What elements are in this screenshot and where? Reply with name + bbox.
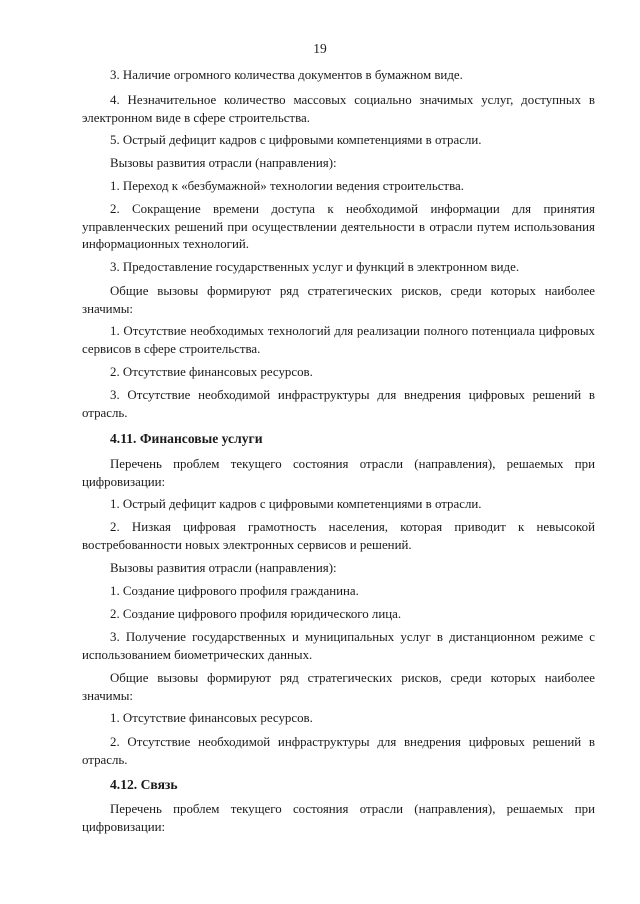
paragraph: 2. Создание цифрового профиля юридического лица.	[110, 607, 402, 621]
paragraph: 1. Отсутствие финансовых ресурсов.	[110, 711, 313, 725]
paragraph: Вызовы развития отрасли (направления):	[110, 561, 337, 575]
paragraph: Общие вызовы формируют ряд стратегических рисков, среди которых наиболее значимы:	[82, 284, 595, 316]
paragraph: 1. Переход к «безбумажной» технологии ведения строительства.	[110, 179, 464, 193]
section-heading: 4.11. Финансовые услуги	[110, 431, 263, 446]
paragraph: Вызовы развития отрасли (направления):	[110, 156, 337, 170]
paragraph: 2. Сокращение времени доступа к необходимой информации для принятия управленческих решений при осуществлении деятельности в отрасли путем использования информационных технологий.	[82, 202, 595, 251]
paragraph: 1. Отсутствие необходимых технологий для реализации полного потенциала цифровых сервисов в сфере строительства.	[82, 324, 595, 356]
paragraph: 4. Незначительное количество массовых социально значимых услуг, доступных в электронном виде в сфере строительства.	[82, 93, 595, 125]
paragraph: 2. Отсутствие необходимой инфраструктуры для внедрения цифровых решений в отрасль.	[82, 735, 595, 767]
paragraph: 1. Создание цифрового профиля гражданина.	[110, 584, 359, 598]
section-heading: 4.12. Связь	[110, 777, 178, 792]
paragraph: 3. Предоставление государственных услуг и функций в электронном виде.	[110, 260, 520, 274]
paragraph: 3. Наличие огромного количества документов в бумажном виде.	[110, 68, 463, 82]
paragraph: 5. Острый дефицит кадров с цифровыми компетенциями в отрасли.	[110, 133, 482, 147]
paragraph: Перечень проблем текущего состояния отрасли (направления), решаемых при цифровизации:	[82, 802, 595, 834]
paragraph: 2. Низкая цифровая грамотность населения, которая приводит к невысокой востребованности новых электронных сервисов и решений.	[82, 520, 595, 552]
page-number: 19	[313, 41, 327, 56]
paragraph: 1. Острый дефицит кадров с цифровыми компетенциями в отрасли.	[110, 497, 482, 511]
paragraph: 2. Отсутствие финансовых ресурсов.	[110, 365, 313, 379]
paragraph: 3. Отсутствие необходимой инфраструктуры для внедрения цифровых решений в отрасль.	[82, 388, 595, 420]
paragraph: 3. Получение государственных и муниципальных услуг в дистанционном режиме с использованием биометрических данных.	[82, 630, 595, 662]
paragraph: Перечень проблем текущего состояния отрасли (направления), решаемых при цифровизации:	[82, 457, 595, 489]
paragraph: Общие вызовы формируют ряд стратегических рисков, среди которых наиболее значимы:	[82, 671, 595, 703]
